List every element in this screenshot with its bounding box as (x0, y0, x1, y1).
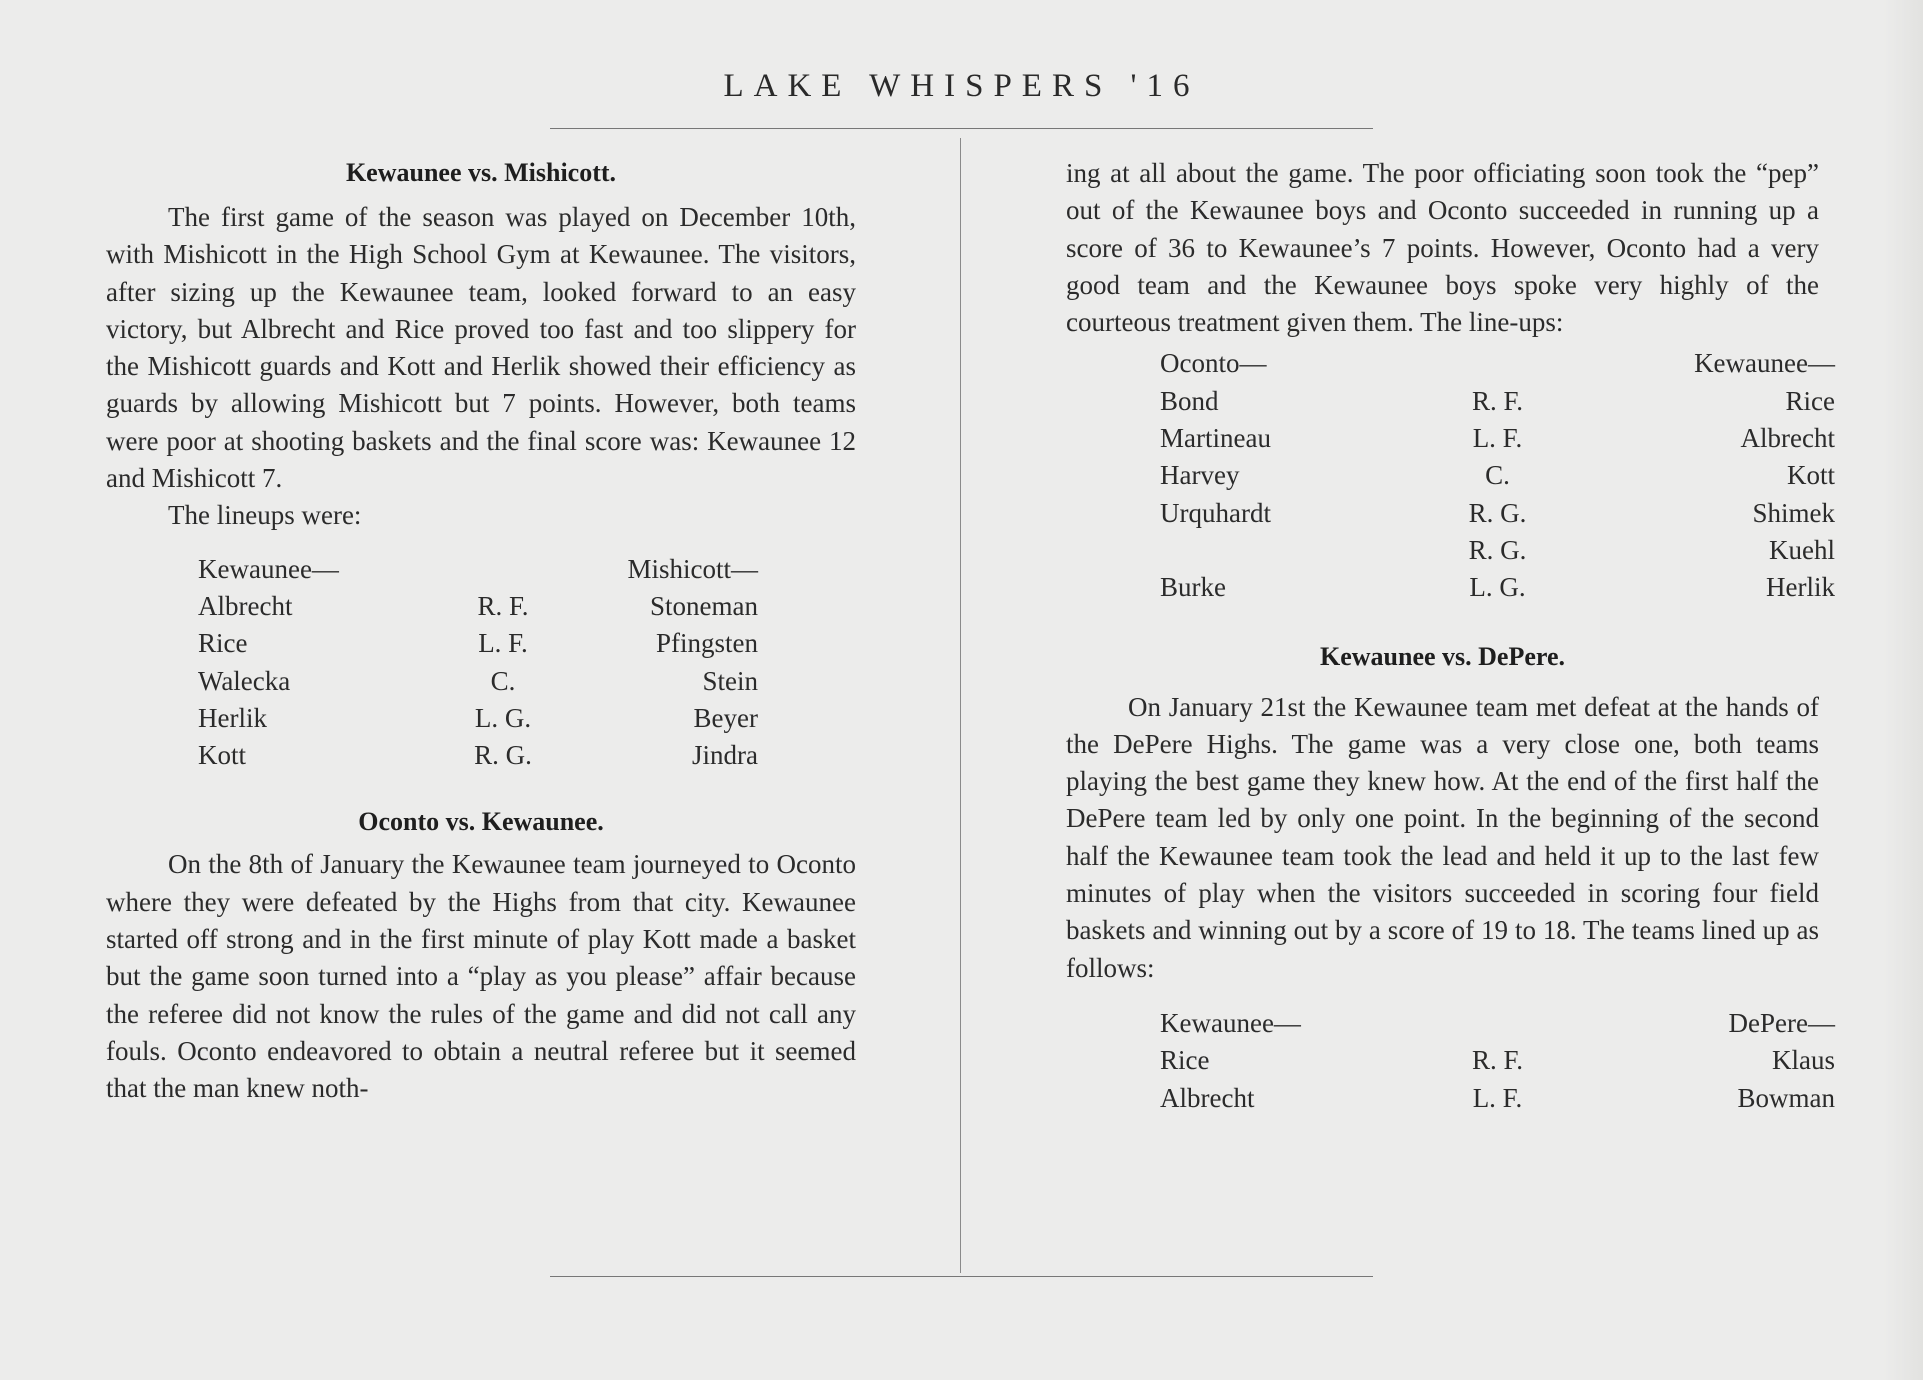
lineup-player-b: Stoneman (650, 590, 758, 621)
position-header (1400, 345, 1595, 382)
lineup-player-a: Harvey (1160, 460, 1240, 491)
lineup-position: L. F. (1472, 423, 1523, 454)
section-heading-depere: Kewaunee vs. DePere. (1319, 641, 1565, 671)
lineup-player-a: Urquhardt (1160, 497, 1271, 528)
column-divider (960, 138, 961, 1273)
lineup-position: C. (490, 665, 516, 696)
position-header (428, 551, 578, 588)
lineup-player-b: Pfingsten (655, 628, 758, 659)
lineup-player-a: Albrecht (1160, 1082, 1255, 1113)
lineup-player-b: Kuehl (1769, 534, 1835, 565)
lineup-player-a: Martineau (1160, 423, 1271, 454)
mishicott-report: The first game of the season was played on December 10th, with Mishicott in the High School Gym at Kewaunee. The visitors, after sizing up the Kewaunee team, looked forward to an easy victory, but Albrecht and Rice proved too fast and too slippery for the Mishicott guards and Kott and Herlik showed their efficiency as guards by allowing Mishicott but 7 points. However, both teams were poor at shooting baskets and the final score was: Kewaunee 12 and Mishicott 7. (106, 202, 856, 494)
lineup-player-b: Shimek (1752, 497, 1835, 528)
lineup-player-b: Bowman (1737, 1082, 1835, 1113)
lineup-table-oconto (1160, 345, 1835, 606)
header-rule (550, 128, 1373, 129)
team-b-header: DePere— (1728, 1007, 1835, 1038)
lineup-position: R. F. (1471, 1045, 1524, 1076)
lineup-player-b: Jindra (692, 740, 758, 771)
lineup-position: L. G. (1469, 572, 1526, 603)
oconto-report-part1: On the 8th of January the Kewaunee team journeyed to Oconto where they were defeated by the Highs from that city. Kewaunee started off strong and in the first minute of play Kott made a basket but the game soon turned into a “play as you please” affair because the referee did not know the rules of the game and did not call any fouls. Oconto endeavored to obtain a neutral referee but it seemed that the man knew noth- (106, 849, 856, 1104)
section-heading-oconto: Oconto vs. Kewaunee. (358, 807, 604, 837)
lineup-player-b: Beyer (693, 702, 758, 733)
section-heading-mishicott: Kewaunee vs. Mishicott. (345, 158, 617, 187)
lineup-player-a (1160, 532, 1400, 569)
lineup-player-b: Herlik (1766, 572, 1835, 603)
lineup-position: R. F. (1471, 385, 1524, 416)
team-a-header: Kewaunee— (198, 553, 339, 584)
lineup-table-mishicott (198, 551, 856, 775)
lineup-table-depere (1160, 1005, 1835, 1117)
lineup-position: R. G. (474, 740, 532, 771)
lineup-player-a: Rice (1160, 1045, 1210, 1076)
lineup-player-b: Kott (1786, 460, 1835, 491)
lineup-position: R. F. (477, 590, 529, 621)
oconto-report-part2: ing at all about the game. The poor officiating soon took the “pep” out of the Kewaunee boys and Oconto succeeded in running up a score of 36 to Kewaunee’s 7 points. However, Oconto had a very good team and the Kewaunee boys spoke very highly of the courteous treatment given them. The line-ups: (1066, 158, 1819, 338)
right-column (1066, 155, 1835, 1117)
team-a-header: Kewaunee— (1160, 1007, 1301, 1038)
team-a-header: Oconto— (1160, 348, 1267, 379)
team-b-header: Kewaunee— (1694, 348, 1835, 379)
lineup-player-a: Herlik (198, 702, 267, 733)
lineup-player-a: Albrecht (198, 590, 293, 621)
left-column (106, 155, 856, 1108)
position-header (1400, 1005, 1595, 1042)
lineup-player-b: Klaus (1772, 1045, 1835, 1076)
lineup-position: L. F. (1472, 1082, 1523, 1113)
lineup-position: R. G. (1468, 534, 1527, 565)
team-b-header: Mishicott— (627, 553, 758, 584)
lineup-player-a: Rice (198, 628, 248, 659)
lineup-player-b: Stein (702, 665, 758, 696)
lineup-player-a: Kott (198, 740, 247, 771)
lineup-position: L. F. (478, 628, 528, 659)
footer-rule (550, 1276, 1373, 1277)
depere-report: On January 21st the Kewaunee team met defeat at the hands of the DePere Highs. The game was a very close one, both teams playing the best game they knew how. At the end of the first half the DePere team led by only one point. In the beginning of the second half the Kewaunee team took the lead and held it up to the last few minutes of play when the visitors succeeded in scoring four field baskets and winning out by a score of 19 to 18. The teams lined up as follows: (1066, 691, 1819, 983)
lineup-player-b: Rice (1785, 385, 1835, 416)
lineup-position: L. G. (474, 702, 532, 733)
running-head: LAKE WHISPERS '16 (723, 68, 1200, 104)
lineup-player-a: Burke (1160, 572, 1226, 603)
lineup-player-a: Bond (1160, 385, 1219, 416)
lineup-player-a: Walecka (198, 665, 291, 696)
lineup-intro: The lineups were: (168, 500, 362, 531)
lineup-position: R. G. (1468, 497, 1527, 528)
page-edge-shadow (1883, 0, 1923, 1380)
lineup-player-b: Albrecht (1740, 423, 1835, 454)
lineup-position: C. (1485, 460, 1510, 491)
